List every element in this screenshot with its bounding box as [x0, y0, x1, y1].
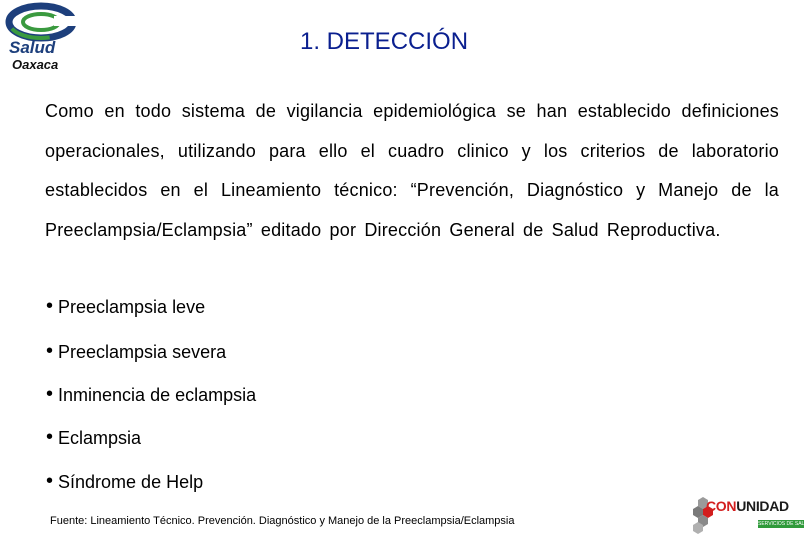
list-item [46, 384, 256, 407]
conunidad-rest: UNIDAD [736, 498, 789, 514]
bullet-icon: • [46, 295, 54, 317]
logo-salud-text: Salud [9, 38, 56, 57]
source-note: Fuente: Lineamiento Técnico. Prevención. Diagnóstico y Manejo de la Preeclampsia/Eclampsia [50, 515, 515, 527]
list-item-label: Preeclampsia leve [58, 297, 206, 317]
list-item-label: Inminencia de eclampsia [58, 385, 257, 405]
list-item [46, 296, 205, 319]
body-paragraph: Como en todo sistema de vigilancia epidemiológica se han establecido definiciones operacionales, utilizando para ello el cuadro clinico y los criterios de laboratorio establecidos en el Lineamiento técnico: “Prevención, Diagnóstico y Manejo de la Preeclampsia/Eclampsia” editado por Dirección General de Salud Reproductiva. [45, 101, 779, 240]
list-item-label: Síndrome de Help [58, 472, 204, 492]
page-title: 1. DETECCIÓN [300, 28, 469, 55]
list-item-label: Eclampsia [58, 428, 142, 448]
bullet-icon: • [46, 470, 54, 492]
conunidad-logo [692, 496, 812, 536]
conunidad-prefix: CON [706, 498, 737, 514]
bullet-icon: • [46, 426, 54, 448]
conunidad-wordmark [706, 498, 789, 514]
list-item [46, 341, 226, 364]
bullet-icon: • [46, 383, 54, 405]
conunidad-tagline: SERVICIOS DE SALUD [758, 521, 812, 527]
list-item-label: Preeclampsia severa [58, 342, 227, 362]
logo-oaxaca-text: Oaxaca [12, 57, 59, 72]
list-item [46, 427, 141, 450]
salud-oaxaca-logo [4, 2, 78, 74]
list-item [46, 471, 203, 494]
bullet-icon: • [46, 340, 54, 362]
